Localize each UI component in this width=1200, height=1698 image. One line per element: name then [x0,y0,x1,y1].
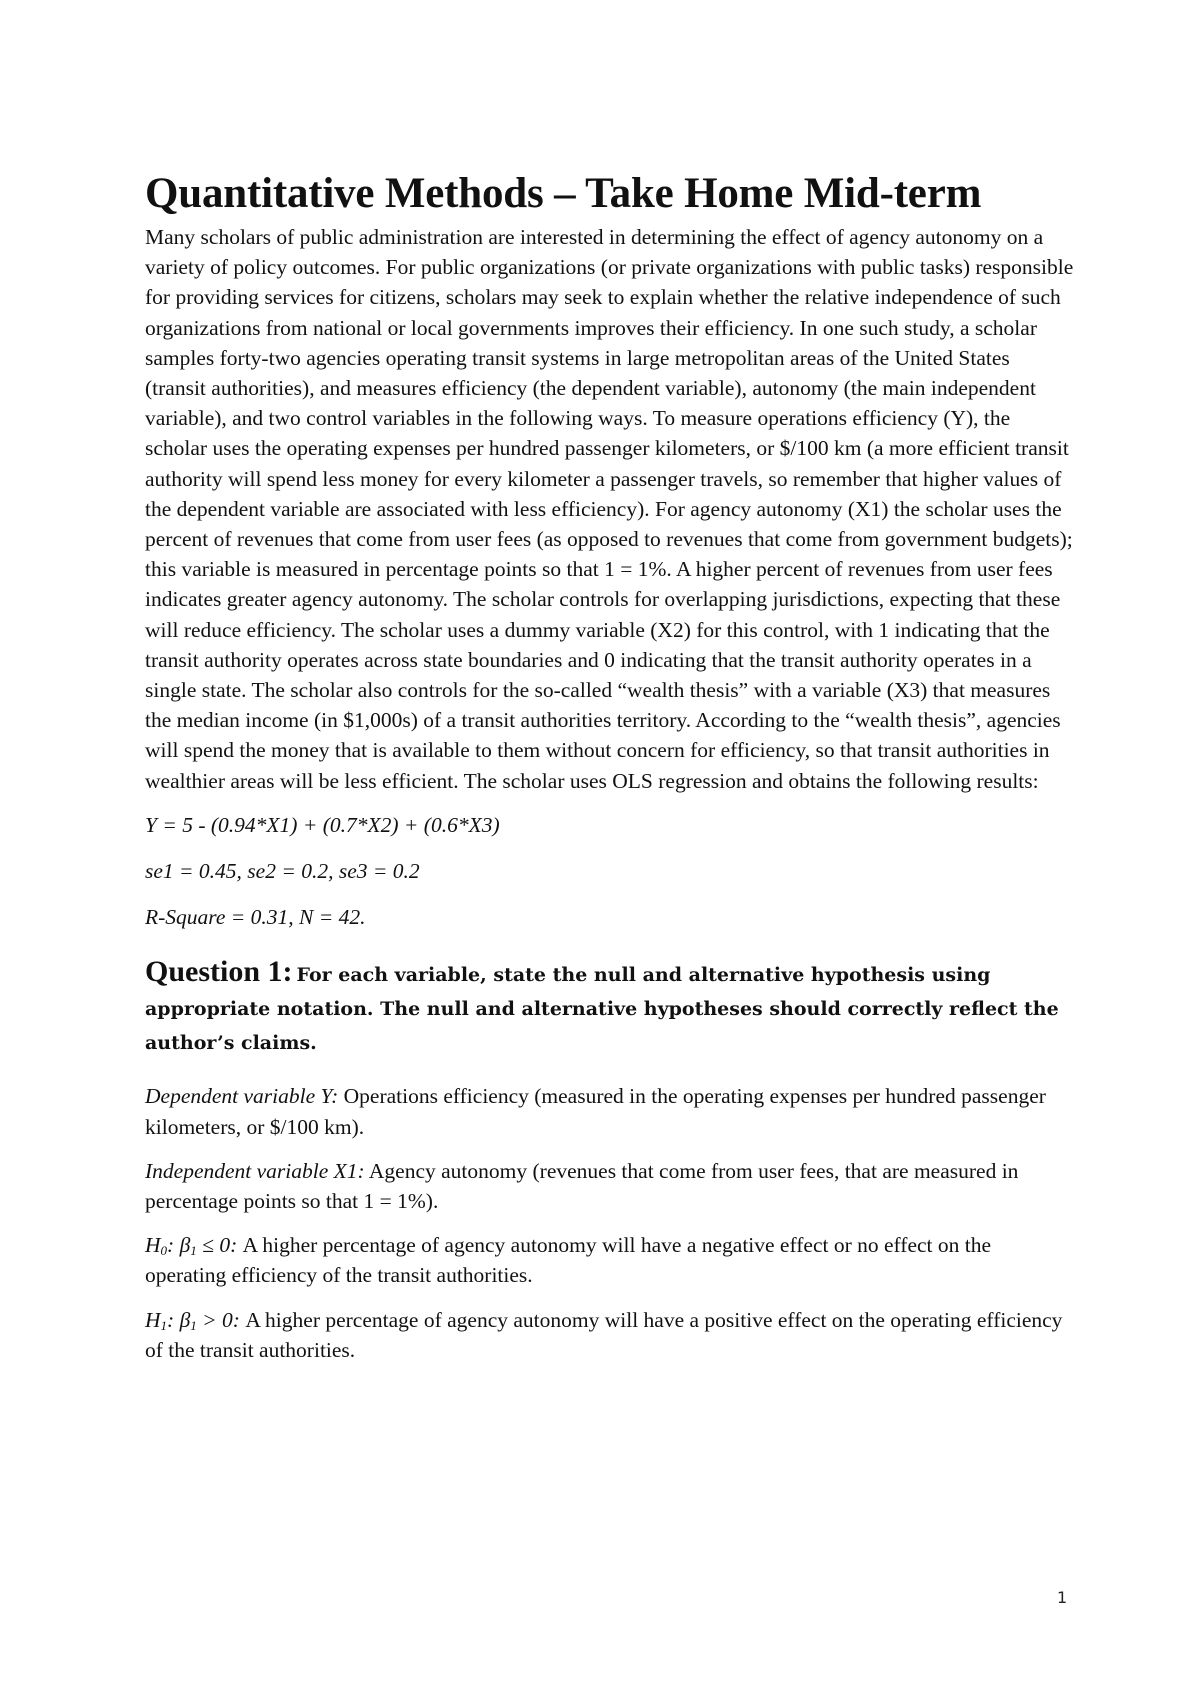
null-hypothesis [145,1230,1075,1290]
hypothesis-label: $H_0$: $\beta_1 \le 0$: [145,1233,238,1259]
definition-text: Operations efficiency (measured in the operating expenses per hundred passenger kilometers, or $/100 km). [145,1084,1046,1139]
intro-paragraph: Many scholars of public administration are interested in determining the effect of agency autonomy on a variety of policy outcomes. For public organizations (or private organizations with public tasks) responsible for providing services for citizens, scholars may seek to explain whether the relative independence of such organizations from national or local governments improves their efficiency. In one such study, a scholar samples forty-two agencies operating transit systems in large metropolitan areas of the United States (transit authorities), and measures efficiency (the dependent variable), autonomy (the main independent variable), and two control variables in the following ways. To measure operations efficiency (Y), the scholar uses the operating expenses per hundred passenger kilometers, or $/100 km (a more efficient transit authority will spend less money for every kilometer a passenger travels, so remember that higher values of the dependent variable are associated with less efficiency). For agency autonomy (X1) the scholar uses the percent of revenues that come from user fees (as opposed to revenues that come from government budgets); this variable is measured in percentage points so that 1 = 1%. A higher percent of revenues from user fees indicates greater agency autonomy. The scholar controls for overlapping jurisdictions, expecting that these will reduce efficiency. The scholar uses a dummy variable (X2) for this control, with 1 indicating that the transit authority operates across state boundaries and 0 indicating that the transit authority operates in a single state. The scholar also controls for the so-called “wealth thesis” with a variable (X3) that measures the median income (in $1,000s) of a transit authorities territory. According to the “wealth thesis”, agencies will spend the money that is available to them without concern for efficiency, so that transit authorities in wealthier areas will be less efficient. The scholar uses OLS regression and obtains the following results: [145,225,1074,793]
regression-equation: Y = 5 - (0.94*X1) + (0.7*X2) + (0.6*X3) [145,812,500,837]
model-fit: R-Square = 0.31, N = 42. [145,905,366,930]
page-number: 1 [1057,1588,1068,1607]
standard-errors: se1 = 0.45, se2 = 0.2, se3 = 0.2 [145,859,420,884]
hypothesis-text: A higher percentage of agency autonomy will have a negative effect or no effect on the operating efficiency of the transit authorities. [145,1233,992,1288]
definition-independent-variable [145,1156,1075,1216]
document-title: Quantitative Methods – Take Home Mid-term [145,170,982,217]
question-1-text: For each variable, state the null and alternative hypothesis using appropriate notation. The null and alternative hypotheses should correctly reflect the author’s claims. [145,964,1059,1055]
page-content [145,168,1075,1379]
definition-label: Independent variable X1: [145,1158,365,1183]
definition-text: Agency autonomy (revenues that come from user fees, that are measured in percentage points so that 1 = 1%). [145,1158,1019,1214]
definition-label: Dependent variable Y: [145,1084,339,1109]
question-1-heading [145,956,1075,1061]
definition-dependent-variable [145,1081,1075,1141]
question-1-title: Question 1: [145,955,293,989]
alternative-hypothesis [145,1305,1075,1365]
hypothesis-text: A higher percentage of agency autonomy will have a positive effect on the operating efficiency of the transit authorities. [145,1307,1063,1362]
hypothesis-label: $H_1$: $\beta_1 > 0$: [145,1307,240,1333]
